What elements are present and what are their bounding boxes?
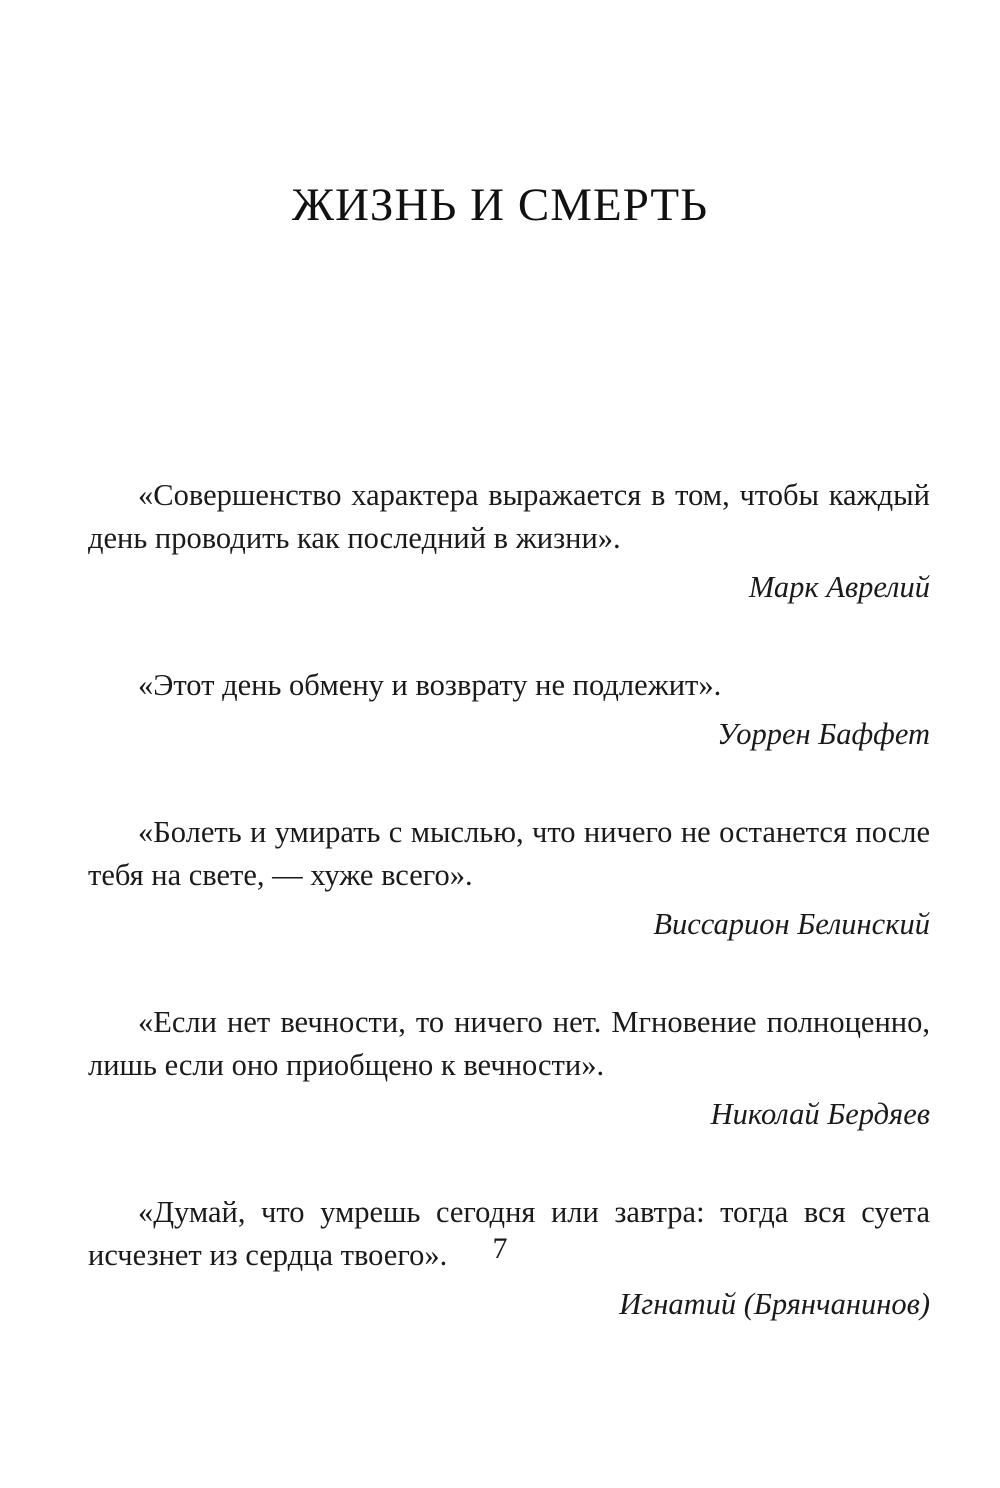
quote-text: «Думай, что умрешь сегодня или завтра: тогда вся суета исчезнет из сердца твоего». xyxy=(88,1195,930,1272)
quote-author: Виссарион Белинский xyxy=(653,907,930,941)
quote-block xyxy=(88,811,930,946)
quote-text: «Болеть и умирать с мыслью, что ничего не останется после тебя на свете, — хуже всего». xyxy=(88,815,930,892)
chapter-title: ЖИЗНЬ И СМЕРТЬ xyxy=(291,179,709,231)
page-number: 7 xyxy=(492,1232,508,1265)
quote-text: «Если нет вечности, то ничего нет. Мгновение полноценно, лишь если оно приобщено к вечности». xyxy=(88,1005,930,1082)
quote-text: «Этот день обмену и возврату не подлежит». xyxy=(138,668,722,702)
quote-text: «Совершенство характера выражается в том, чтобы каждый день проводить как последний в жизни». xyxy=(88,478,930,555)
quote-block xyxy=(88,664,930,756)
quote-author: Николай Бердяев xyxy=(710,1097,930,1131)
quote-author: Игнатий (Брянчанинов) xyxy=(619,1287,930,1321)
quote-author: Уоррен Баффет xyxy=(717,717,930,751)
quote-block xyxy=(88,1001,930,1136)
quote-block xyxy=(88,474,930,609)
quote-author: Марк Аврелий xyxy=(748,570,930,604)
